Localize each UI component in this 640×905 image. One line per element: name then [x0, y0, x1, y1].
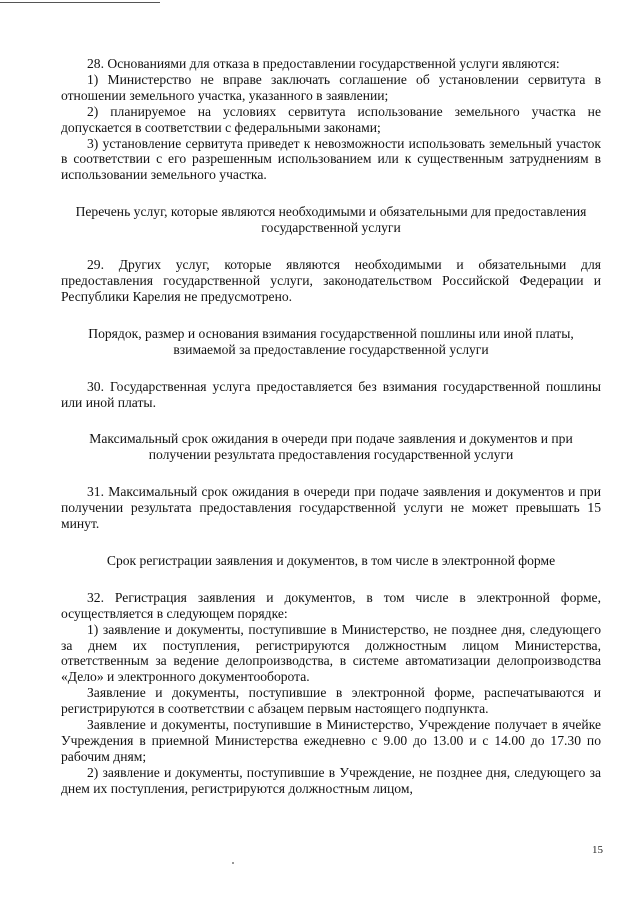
scan-top-rule [0, 2, 160, 3]
paragraph-28: 28. Основаниями для отказа в предоставлении государственной услуги являются: [87, 56, 560, 71]
page-number: 15 [592, 844, 603, 856]
paragraph-32-item-1: 1) заявление и документы, поступившие в Министерство, не позднее дня, следующего за днем их поступления, регистрируются должностным лицом Министерства, ответственным за ведение делопроизводства, в системе автоматизации делопроизводства «Дело» и электронного документооборота. [61, 621, 601, 685]
paragraph-32: 32. Регистрация заявления и документов, в том числе в электронной форме, осуществляется в следующем порядке: [61, 589, 601, 621]
paragraph-31: 31. Максимальный срок ожидания в очереди при подаче заявления и документов и при получении результата предоставления государственной услуги не может превышать 15 минут. [61, 484, 601, 532]
section-heading-state-fee: Порядок, размер и основания взимания государственной пошлины или иной платы, взимаемой за предоставление государственной услуги [88, 325, 574, 357]
paragraph-28-item-1: 1) Министерство не вправе заключать соглашение об установлении сервитута в отношении земельного участка, указанного в заявлении; [61, 71, 601, 103]
paragraph-28-item-2: 2) планируемое на условиях сервитута использование земельного участка не допускается в соответствии с федеральными законами; [61, 103, 601, 135]
paragraph-32-electronic: Заявление и документы, поступившие в электронной форме, распечатываются и регистрируются в соответствии с абзацем первым настоящего подпункта. [61, 685, 601, 717]
scan-artifact-dot [232, 862, 234, 864]
document-body [61, 56, 601, 797]
section-heading-registration-term: Срок регистрации заявления и документов, в том числе в электронной форме [106, 552, 556, 568]
paragraph-32-reception: Заявление и документы, поступившие в Министерство, Учреждение получает в ячейке Учреждения в приемной Министерства ежедневно с 9.00 до 13.00 и с 14.00 до 17.30 по рабочим дням; [61, 717, 601, 764]
section-heading-queue-time: Максимальный срок ожидания в очереди при подаче заявления и документов и при получении результата предоставления государственной услуги [89, 431, 573, 463]
section-heading-required-services: Перечень услуг, которые являются необходимыми и обязательными для предоставления государственной услуги [75, 204, 587, 236]
paragraph-30: 30. Государственная услуга предоставляется без взимания государственной пошлины или иной платы. [61, 378, 601, 410]
paragraph-28-item-3: 3) установление сервитута приведет к невозможности использовать земельный участок в соответствии с его разрешенным использованием или к существенным затруднениям в использовании земельного участка. [61, 135, 601, 183]
paragraph-29: 29. Других услуг, которые являются необходимыми и обязательными для предоставления государственной услуги, законодательством Российской Федерации и Республики Карелия не предусмотрено. [61, 257, 601, 304]
paragraph-32-item-2: 2) заявление и документы, поступившие в Учреждение, не позднее дня, следующего за днем их поступления, регистрируются должностным лицом, [61, 764, 601, 796]
